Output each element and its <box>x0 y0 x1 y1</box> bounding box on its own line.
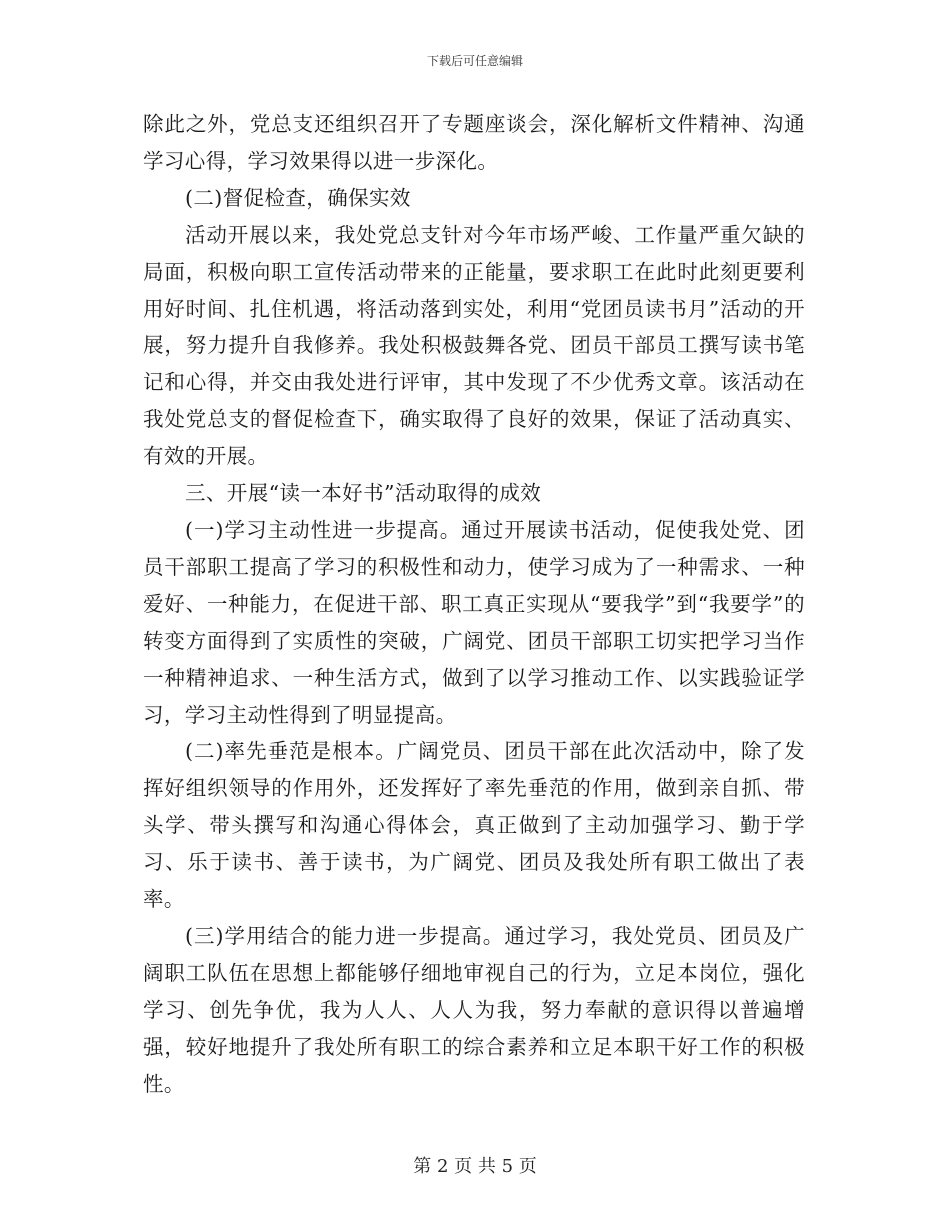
paragraph: (一)学习主动性进一步提高。通过开展读书活动，促使我处党、团员干部职工提高了学习的积极性和动力，使学习成为了一种需求、一种爱好、一种能力，在促进干部、职工真正实现从“要我学”到“我要学”的转变方面得到了实质性的突破，广阔党、团员干部职工切实把学习当作一种精神追求、一种生活方式，做到了以学习推动工作、以实践验证学习，学习主动性得到了明显提高。 <box>143 517 805 727</box>
section-heading: 三、开展“读一本好书”活动取得的成效 <box>185 481 542 506</box>
document-body <box>143 106 805 1102</box>
section-heading: (二)督促检查，确保实效 <box>185 185 411 210</box>
page-number: 第 2 页 共 5 页 <box>413 1156 537 1177</box>
paragraph: 除此之外，党总支还组织召开了专题座谈会，深化解析文件精神、沟通学习心得，学习效果得以进一步深化。 <box>143 112 805 173</box>
paragraph: (三)学用结合的能力进一步提高。通过学习，我处党员、团员及广阔职工队伍在思想上都能够仔细地审视自己的行为，立足本岗位，强化学习、创先争优，我为人人、人人为我，努力奉献的意识得以普遍增强，较好地提升了我处所有职工的综合素养和立足本职干好工作的积极性。 <box>143 923 805 1096</box>
page-header: 下载后可任意编辑 <box>426 54 523 68</box>
paragraph: (二)率先垂范是根本。广阔党员、团员干部在此次活动中，除了发挥好组织领导的作用外，还发挥好了率先垂范的作用，做到亲自抓、带头学、带头撰写和沟通心得体会，真正做到了主动加强学习、勤于学习、乐于读书、善于读书，为广阔党、团员及我处所有职工做出了表率。 <box>143 739 805 912</box>
paragraph: 活动开展以来，我处党总支针对今年市场严峻、工作量严重欠缺的局面，积极向职工宣传活动带来的正能量，要求职工在此时此刻更要利用好时间、扎住机遇，将活动落到实处，利用“党团员读书月”活动的开展，努力提升自我修养。我处积极鼓舞各党、团员干部员工撰写读书笔记和心得，并交由我处进行评审，其中发现了不少优秀文章。该活动在我处党总支的督促检查下，确实取得了良好的效果，保证了活动真实、有效的开展。 <box>143 222 805 469</box>
